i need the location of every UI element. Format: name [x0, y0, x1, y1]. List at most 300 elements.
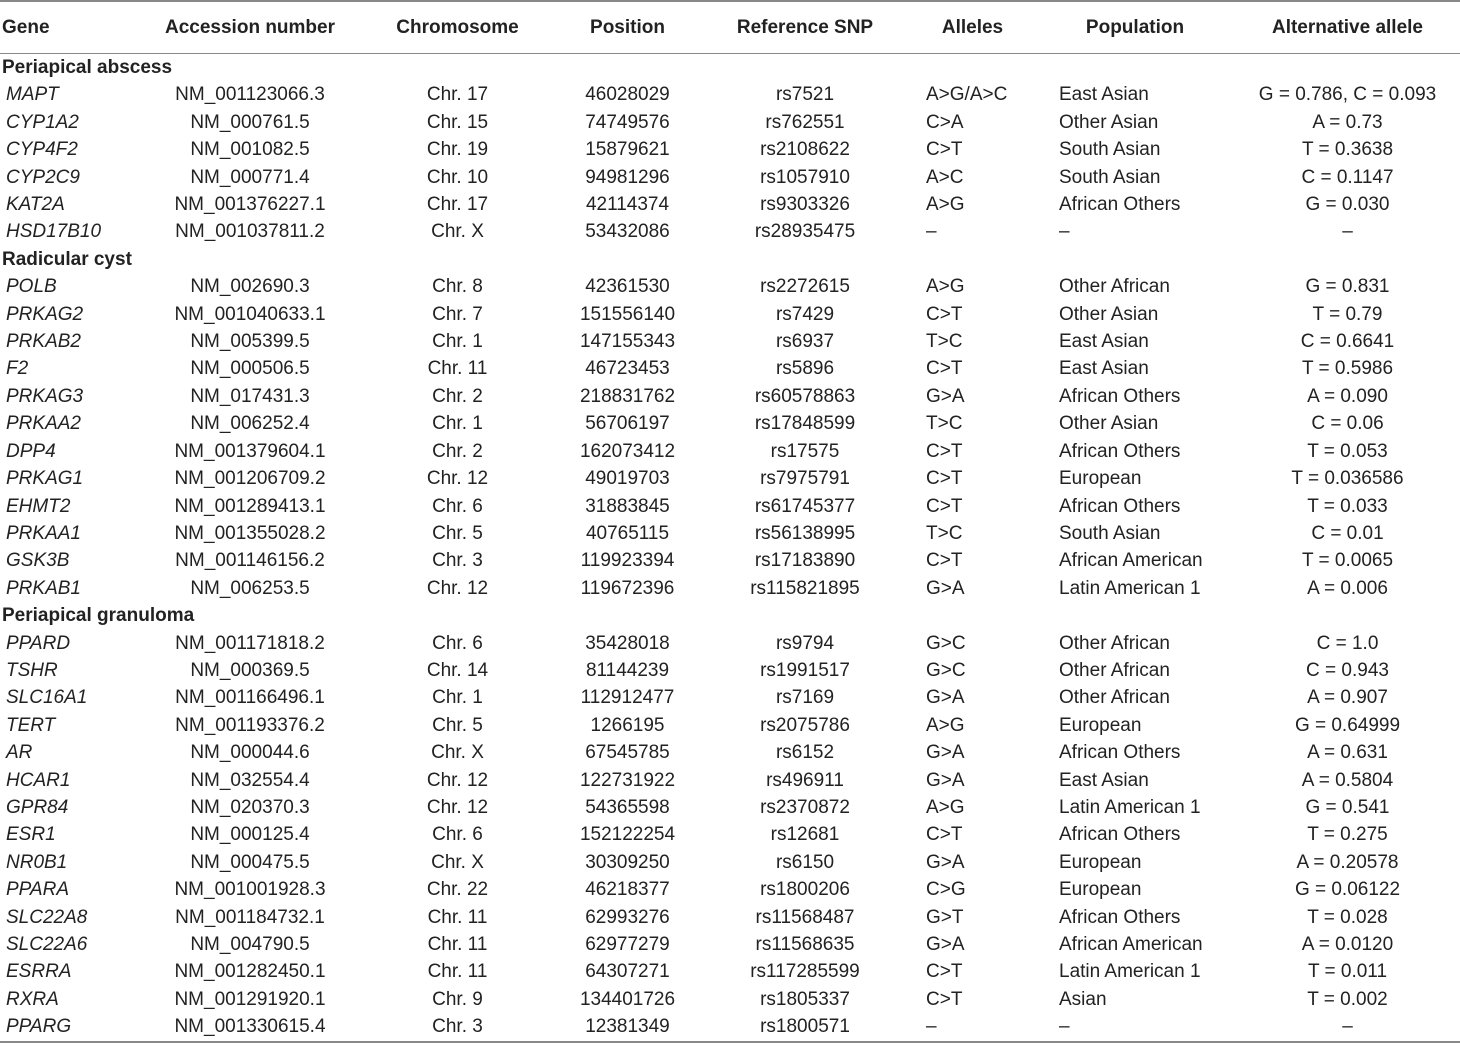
cell-gene: DPP4	[6, 440, 56, 462]
table-row	[0, 328, 1460, 355]
cell-population: Latin American 1	[1059, 577, 1201, 599]
cell-chromosome: Chr. X	[431, 851, 484, 873]
cell-alternative-allele: C = 0.06	[1311, 413, 1384, 435]
cell-population: Other African	[1059, 659, 1170, 681]
cell-position: 54365598	[585, 796, 670, 818]
cell-position: 94981296	[585, 166, 670, 188]
cell-alleles: G>A	[926, 687, 965, 709]
cell-chromosome: Chr. 12	[426, 468, 489, 490]
cell-position: 46218377	[585, 879, 670, 901]
cell-position: 40765115	[585, 522, 670, 544]
cell-chromosome: Chr. 11	[427, 906, 488, 928]
cell-accession: NM_006252.4	[190, 413, 310, 435]
table-row	[0, 164, 1460, 191]
cell-alternative-allele: C = 0.1147	[1301, 166, 1394, 188]
cell-gene: PRKAG1	[6, 468, 84, 490]
cell-population: African Others	[1059, 742, 1181, 764]
cell-chromosome: Chr. X	[431, 742, 484, 764]
table-row	[0, 493, 1460, 520]
cell-population: Other African	[1059, 687, 1170, 709]
cell-position: 147155343	[579, 331, 676, 353]
cell-alleles: C>T	[926, 468, 963, 490]
cell-alleles: G>C	[926, 659, 966, 681]
cell-gene: PRKAB2	[6, 331, 81, 353]
cell-chromosome: Chr. 12	[426, 577, 489, 599]
cell-reference-snp: rs17848599	[754, 413, 856, 435]
table-row	[0, 821, 1460, 848]
cell-alleles: C>T	[926, 550, 963, 572]
cell-position: 15879621	[585, 139, 670, 161]
cell-chromosome: Chr. 6	[432, 824, 483, 846]
cell-alternative-allele: T = 0.033	[1307, 495, 1388, 517]
cell-accession: NM_001193376.2	[175, 714, 325, 736]
cell-population: African Others	[1059, 495, 1181, 517]
cell-reference-snp: rs60578863	[754, 385, 856, 407]
cell-gene: PRKAG2	[6, 303, 84, 325]
cell-gene: EHMT2	[6, 495, 71, 517]
cell-alternative-allele: C = 0.6641	[1300, 331, 1395, 353]
cell-gene: CYP4F2	[6, 139, 78, 161]
cell-accession: NM_001291920.1	[174, 988, 326, 1010]
cell-gene: GPR84	[6, 796, 69, 818]
cell-alternative-allele: –	[1235, 1013, 1460, 1041]
cell-alleles: C>T	[926, 139, 963, 161]
table-row	[0, 383, 1460, 410]
cell-accession: NM_001184732.1	[175, 906, 325, 928]
table-row	[0, 81, 1460, 108]
cell-accession: NM_006253.5	[190, 577, 310, 599]
cell-alleles: C>T	[926, 961, 963, 983]
table-row	[0, 904, 1460, 931]
table-row	[0, 301, 1460, 328]
header-position: Position	[555, 1, 700, 54]
header-reference-snp: Reference SNP	[700, 1, 910, 54]
cell-alternative-allele: G = 0.541	[1305, 796, 1390, 818]
cell-position: 42361530	[585, 276, 670, 298]
cell-position: 49019703	[585, 468, 670, 490]
header-row	[0, 1, 1460, 54]
cell-population: European	[1059, 714, 1142, 736]
cell-population: Other Asian	[1059, 413, 1159, 435]
section-title: Periapical abscess	[2, 57, 173, 78]
cell-chromosome: Chr. 2	[432, 440, 483, 462]
table-row	[0, 520, 1460, 547]
cell-accession: NM_002690.3	[190, 276, 310, 298]
cell-position: 53432086	[585, 221, 670, 243]
cell-position: 42114374	[585, 194, 670, 216]
cell-alleles: G>A	[926, 851, 965, 873]
cell-reference-snp: rs2108622	[760, 139, 850, 161]
cell-reference-snp: rs5896	[775, 358, 835, 380]
cell-gene: SLC22A8	[6, 906, 88, 928]
table-row	[0, 712, 1460, 739]
cell-alleles: A>G	[926, 276, 965, 298]
cell-population: South Asian	[1059, 166, 1161, 188]
cell-alternative-allele: T = 0.79	[1312, 303, 1383, 325]
cell-accession: NM_032554.4	[190, 769, 310, 791]
cell-position: 62977279	[585, 934, 670, 955]
section-header-row	[0, 602, 1460, 629]
cell-reference-snp: rs2370872	[760, 796, 850, 818]
cell-reference-snp: rs1800206	[760, 879, 850, 901]
cell-population: African Others	[1059, 194, 1181, 216]
table-row	[0, 794, 1460, 821]
cell-chromosome: Chr. 3	[360, 1013, 555, 1041]
cell-alleles: A>G	[926, 796, 965, 818]
cell-reference-snp: rs2075786	[760, 714, 850, 736]
cell-reference-snp: rs762551	[765, 111, 845, 133]
cell-alternative-allele: A = 0.631	[1307, 742, 1388, 764]
header-accession: Accession number	[140, 1, 360, 54]
cell-position: 81144239	[585, 659, 670, 681]
section-header-row	[0, 54, 1460, 82]
cell-accession: NM_001123066.3	[175, 84, 325, 106]
cell-alternative-allele: T = 0.002	[1307, 988, 1388, 1010]
cell-alternative-allele: C = 1.0	[1316, 632, 1379, 654]
cell-chromosome: Chr. 17	[426, 84, 489, 106]
cell-reference-snp: rs1991517	[760, 659, 850, 681]
cell-accession: NM_001037811.2	[175, 221, 325, 243]
cell-alleles: G>A	[926, 934, 965, 955]
cell-accession: NM_001166496.1	[175, 687, 325, 709]
cell-reference-snp: rs9303326	[760, 194, 850, 216]
cell-accession: NM_000771.4	[190, 166, 310, 188]
cell-accession: NM_000369.5	[190, 659, 310, 681]
cell-alleles: T>C	[926, 522, 963, 544]
cell-alternative-allele: C = 0.01	[1311, 522, 1384, 544]
cell-gene: HSD17B10	[6, 221, 102, 243]
cell-alternative-allele: A = 0.5804	[1301, 769, 1394, 791]
cell-accession: NM_000761.5	[190, 111, 310, 133]
cell-population: African Others	[1059, 440, 1181, 462]
table-row	[0, 876, 1460, 903]
cell-reference-snp: rs12681	[770, 824, 840, 846]
cell-position: 122731922	[579, 769, 676, 791]
cell-alternative-allele: T = 0.3638	[1301, 139, 1394, 161]
cell-gene: PRKAA2	[6, 413, 81, 435]
cell-alternative-allele: G = 0.786, C = 0.093	[1258, 84, 1437, 106]
cell-population: East Asian	[1059, 769, 1149, 791]
cell-alleles: –	[926, 221, 937, 243]
cell-population: European	[1059, 879, 1142, 901]
cell-gene: PRKAG3	[6, 385, 84, 407]
header-alleles: Alleles	[910, 1, 1035, 54]
cell-position: 152122254	[579, 824, 676, 846]
cell-gene: RXRA	[6, 988, 59, 1010]
cell-chromosome: Chr. 14	[426, 659, 489, 681]
cell-reference-snp: rs9794	[775, 632, 835, 654]
cell-chromosome: Chr. 1	[432, 687, 483, 709]
cell-alleles: T>C	[926, 413, 963, 435]
cell-gene: PPARD	[6, 632, 71, 654]
cell-gene: TERT	[6, 714, 56, 736]
cell-reference-snp: rs7975791	[760, 468, 850, 490]
cell-alternative-allele: A = 0.907	[1307, 687, 1388, 709]
table-row	[0, 767, 1460, 794]
table-row	[0, 191, 1460, 218]
cell-population: Other African	[1059, 632, 1170, 654]
cell-alleles: A>G/A>C	[926, 84, 1008, 106]
cell-gene: PPARG	[0, 1013, 140, 1041]
cell-population: Latin American 1	[1059, 796, 1201, 818]
cell-position: 67545785	[585, 742, 670, 764]
cell-reference-snp: rs1805337	[760, 988, 850, 1010]
cell-alternative-allele: A = 0.73	[1312, 111, 1383, 133]
cell-accession: NM_005399.5	[190, 331, 310, 353]
table-row	[0, 849, 1460, 876]
cell-population: –	[1035, 1013, 1235, 1041]
table-row	[0, 958, 1460, 985]
cell-accession: NM_001282450.1	[174, 961, 326, 983]
cell-chromosome: Chr. 6	[432, 495, 483, 517]
cell-gene: PRKAA1	[6, 522, 81, 544]
cell-position: 134401726	[579, 988, 676, 1010]
cell-gene: F2	[6, 358, 29, 380]
cell-reference-snp: rs115821895	[750, 577, 860, 599]
cell-position: 119923394	[580, 550, 675, 572]
cell-accession: NM_001376227.1	[174, 194, 326, 216]
table-row	[0, 465, 1460, 492]
cell-reference-snp: rs56138995	[754, 522, 856, 544]
cell-position: 35428018	[585, 632, 670, 654]
header-gene: Gene	[0, 1, 140, 54]
cell-position: 64307271	[585, 961, 670, 983]
cell-chromosome: Chr. 5	[432, 522, 483, 544]
cell-population: African American	[1059, 934, 1203, 955]
cell-position: 162073412	[579, 440, 676, 462]
table-row	[0, 657, 1460, 684]
cell-alleles: C>T	[926, 303, 963, 325]
cell-chromosome: Chr. 3	[432, 550, 483, 572]
cell-chromosome: Chr. 19	[426, 139, 489, 161]
cell-population: African Others	[1059, 906, 1181, 928]
cell-chromosome: Chr. 11	[427, 934, 488, 955]
cell-population: East Asian	[1059, 358, 1149, 380]
table-row	[0, 630, 1460, 657]
cell-alleles: C>A	[926, 111, 964, 133]
cell-chromosome: Chr. 1	[432, 331, 483, 353]
cell-gene: SLC16A1	[6, 687, 88, 709]
cell-position: 46723453	[585, 358, 670, 380]
cell-chromosome: Chr. 15	[426, 111, 489, 133]
cell-gene: TSHR	[6, 659, 58, 681]
cell-chromosome: Chr. 10	[426, 166, 489, 188]
cell-alternative-allele: T = 0.5986	[1301, 358, 1394, 380]
cell-accession: NM_000506.5	[190, 358, 310, 380]
cell-chromosome: Chr. 22	[426, 879, 489, 901]
cell-chromosome: Chr. 11	[427, 358, 488, 380]
cell-alternative-allele: A = 0.090	[1307, 385, 1388, 407]
cell-reference-snp: rs11568487	[755, 906, 855, 928]
cell-alleles: C>T	[926, 824, 963, 846]
cell-alternative-allele: A = 0.20578	[1296, 851, 1399, 873]
cell-alleles: G>T	[926, 906, 964, 928]
cell-chromosome: Chr. X	[431, 221, 484, 243]
cell-accession: NM_000044.6	[190, 742, 310, 764]
cell-alternative-allele: C = 0.943	[1306, 659, 1389, 681]
section-title: Periapical granuloma	[2, 605, 195, 627]
cell-accession: NM_004790.5	[190, 934, 310, 955]
cell-population: European	[1059, 468, 1142, 490]
cell-alternative-allele: A = 0.0120	[1301, 934, 1394, 955]
header-population: Population	[1035, 1, 1235, 54]
cell-reference-snp: rs7169	[775, 687, 835, 709]
table-row	[0, 136, 1460, 163]
section-title: Radicular cyst	[2, 248, 132, 270]
cell-position: 1266195	[590, 714, 665, 736]
cell-position: 151556140	[579, 303, 676, 325]
cell-gene: KAT2A	[6, 194, 65, 216]
table-row	[0, 547, 1460, 574]
cell-gene: ESR1	[6, 824, 56, 846]
cell-gene: ESRRA	[6, 961, 72, 983]
table-row	[0, 739, 1460, 766]
cell-chromosome: Chr. 8	[432, 276, 483, 298]
cell-gene: AR	[6, 742, 33, 764]
cell-accession: NM_000125.4	[190, 824, 310, 846]
cell-chromosome: Chr. 11	[427, 961, 488, 983]
cell-population: –	[1059, 221, 1070, 243]
cell-gene: HCAR1	[6, 769, 71, 791]
cell-population: Latin American 1	[1059, 961, 1201, 983]
cell-accession: NM_017431.3	[190, 385, 310, 407]
cell-population: South Asian	[1059, 522, 1161, 544]
cell-alleles: A>G	[926, 194, 965, 216]
table-row	[0, 218, 1460, 245]
table-row	[0, 438, 1460, 465]
cell-reference-snp: rs17575	[770, 440, 840, 462]
cell-position: 56706197	[585, 413, 670, 435]
cell-gene: PPARA	[6, 879, 70, 901]
cell-population: Other Asian	[1059, 111, 1159, 133]
cell-population: East Asian	[1059, 331, 1149, 353]
cell-population: African Others	[1059, 385, 1181, 407]
table-row	[0, 273, 1460, 300]
cell-population: Other Asian	[1059, 303, 1159, 325]
section-header-row	[0, 246, 1460, 273]
cell-alternative-allele: T = 0.053	[1307, 440, 1388, 462]
cell-population: European	[1059, 851, 1142, 873]
cell-reference-snp: rs61745377	[754, 495, 856, 517]
table-row	[0, 931, 1460, 958]
cell-population: African American	[1059, 550, 1203, 572]
cell-reference-snp: rs28935475	[754, 221, 856, 243]
cell-alleles: T>C	[926, 331, 963, 353]
cell-reference-snp: rs1800571	[700, 1013, 910, 1041]
cell-alleles: G>C	[926, 632, 966, 654]
cell-alternative-allele: T = 0.011	[1307, 961, 1388, 983]
header-alternative-allele: Alternative allele	[1235, 1, 1460, 54]
cell-chromosome: Chr. 12	[426, 796, 489, 818]
cell-gene: NR0B1	[6, 851, 68, 873]
cell-reference-snp: rs17183890	[754, 550, 856, 572]
cell-alternative-allele: G = 0.06122	[1294, 879, 1401, 901]
cell-alleles: C>T	[926, 988, 963, 1010]
cell-population: Other African	[1059, 276, 1170, 298]
cell-accession: NM_001206709.2	[174, 468, 326, 490]
cell-accession: NM_001001928.3	[174, 879, 326, 901]
cell-reference-snp: rs6152	[775, 742, 835, 764]
cell-position: 112912477	[580, 687, 675, 709]
cell-accession: NM_001146156.2	[175, 550, 325, 572]
cell-alternative-allele: T = 0.028	[1307, 906, 1388, 928]
cell-position: 46028029	[585, 84, 670, 106]
cell-alternative-allele: –	[1342, 221, 1353, 243]
cell-alleles: C>G	[926, 879, 966, 901]
cell-population: African Others	[1059, 824, 1181, 846]
cell-alleles: G>A	[926, 577, 965, 599]
cell-alleles: G>A	[926, 769, 965, 791]
cell-accession: NM_000475.5	[190, 851, 310, 873]
cell-gene: CYP2C9	[6, 166, 80, 188]
cell-alternative-allele: G = 0.831	[1305, 276, 1390, 298]
cell-gene: GSK3B	[6, 550, 70, 572]
cell-alleles: C>T	[926, 495, 963, 517]
cell-chromosome: Chr. 5	[432, 714, 483, 736]
cell-gene: SLC22A6	[6, 934, 88, 955]
cell-chromosome: Chr. 12	[426, 769, 489, 791]
cell-reference-snp: rs6150	[775, 851, 835, 873]
cell-chromosome: Chr. 1	[432, 413, 483, 435]
table-row	[0, 684, 1460, 711]
table-row	[0, 355, 1460, 382]
cell-alternative-allele: T = 0.275	[1307, 824, 1388, 846]
cell-position: 119672396	[580, 577, 675, 599]
cell-position: 12381349	[555, 1013, 700, 1041]
cell-reference-snp: rs7429	[775, 303, 835, 325]
cell-reference-snp: rs11568635	[755, 934, 855, 955]
cell-accession: NM_001171818.2	[175, 632, 325, 654]
cell-alleles: C>T	[926, 358, 963, 380]
cell-accession: NM_001082.5	[190, 139, 310, 161]
cell-reference-snp: rs1057910	[760, 166, 850, 188]
cell-alleles: G>A	[926, 385, 965, 407]
cell-position: 31883845	[585, 495, 670, 517]
cell-reference-snp: rs117285599	[750, 961, 860, 983]
cell-alternative-allele: G = 0.030	[1305, 194, 1390, 216]
cell-accession: NM_001355028.2	[174, 522, 326, 544]
table-body	[0, 54, 1460, 1042]
cell-accession: NM_001330615.4	[140, 1013, 360, 1041]
cell-accession: NM_020370.3	[190, 796, 310, 818]
cell-alternative-allele: T = 0.036586	[1291, 468, 1404, 490]
cell-gene: PRKAB1	[6, 577, 81, 599]
cell-chromosome: Chr. 9	[432, 988, 483, 1010]
cell-gene: POLB	[6, 276, 57, 298]
cell-population: South Asian	[1059, 139, 1161, 161]
cell-reference-snp: rs6937	[775, 331, 835, 353]
table-row	[0, 575, 1460, 602]
cell-accession: NM_001379604.1	[174, 440, 326, 462]
table-row	[0, 1013, 1460, 1041]
cell-position: 30309250	[585, 851, 670, 873]
cell-alternative-allele: G = 0.64999	[1294, 714, 1401, 736]
header-chromosome: Chromosome	[360, 1, 555, 54]
cell-accession: NM_001040633.1	[174, 303, 326, 325]
cell-gene: MAPT	[6, 84, 59, 106]
cell-alleles: –	[910, 1013, 1035, 1041]
cell-reference-snp: rs496911	[766, 769, 844, 791]
cell-alternative-allele: T = 0.0065	[1301, 550, 1394, 572]
cell-alleles: A>G	[926, 714, 965, 736]
cell-chromosome: Chr. 7	[432, 303, 483, 325]
cell-population: Asian	[1059, 988, 1107, 1010]
cell-position: 62993276	[585, 906, 670, 928]
cell-position: 218831762	[579, 385, 676, 407]
cell-alleles: G>A	[926, 742, 965, 764]
cell-alternative-allele: A = 0.006	[1307, 577, 1388, 599]
cell-alleles: C>T	[926, 440, 963, 462]
